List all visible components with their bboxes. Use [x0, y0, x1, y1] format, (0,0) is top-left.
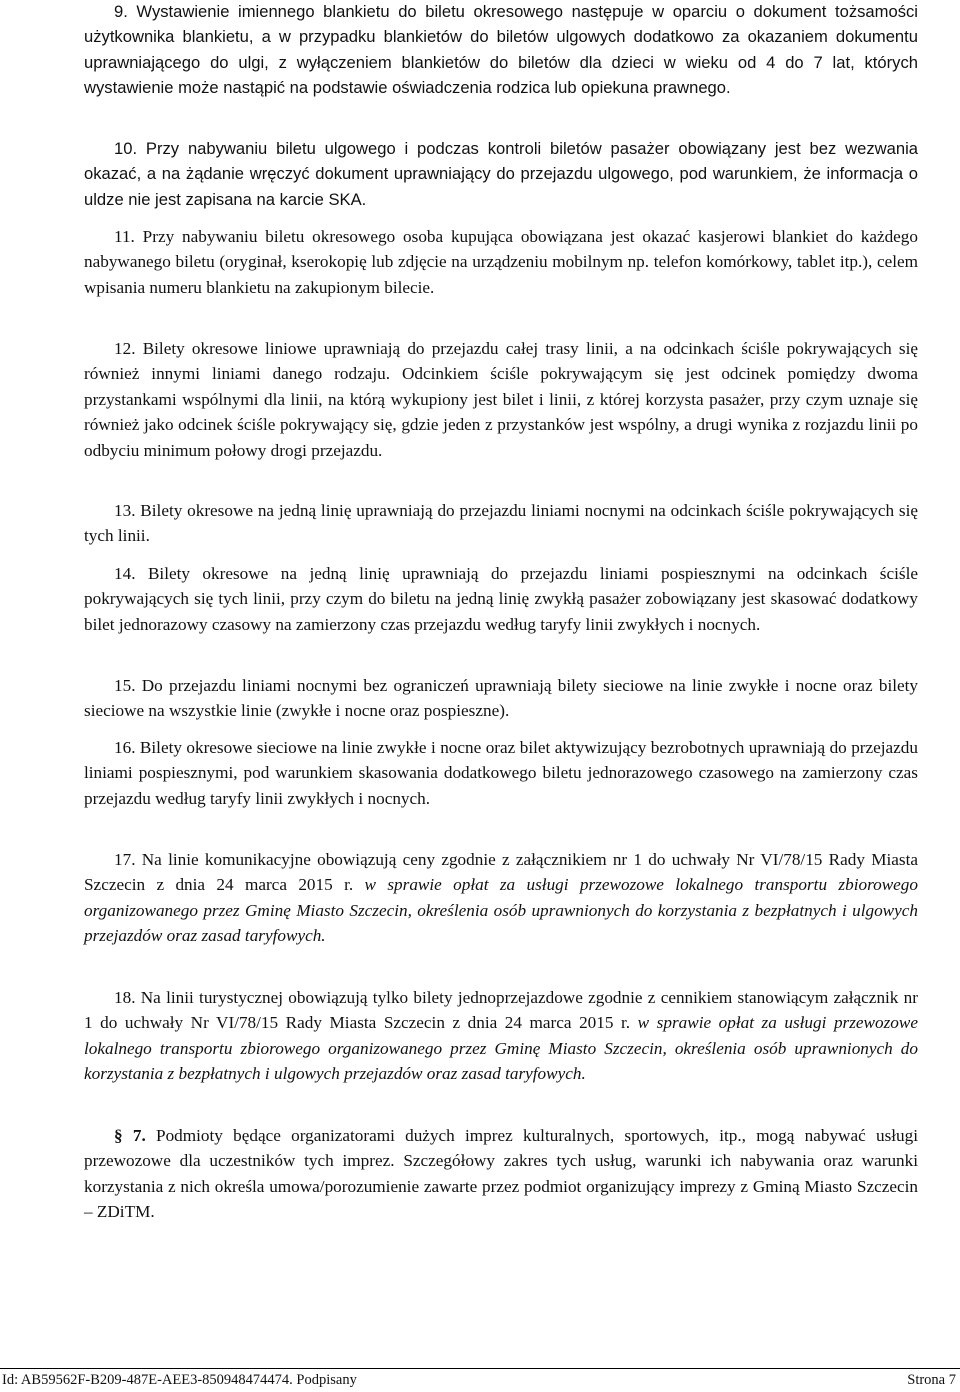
- paragraph-text: Na linie komunikacyjne obowiązują ceny zgodnie z załącznikiem nr 1 do uchwały Nr VI/78/15 Rady Miasta Szczecin z dnia 24 marca 2015 r.: [84, 850, 918, 895]
- page-number: Strona 7: [907, 1372, 956, 1388]
- document-id: Id: AB59562F-B209-487E-AEE3-850948474474. Podpisany: [2, 1372, 357, 1388]
- paragraph-text: Bilety okresowe na jedną linię uprawniają do przejazdu liniami nocnymi na odcinkach ściśle pokrywających się tych linii.: [84, 501, 918, 546]
- paragraph-number: 13.: [114, 501, 136, 520]
- paragraph-17: [84, 847, 918, 949]
- paragraph-number: 14.: [114, 564, 136, 583]
- paragraph-number: 18.: [114, 988, 136, 1007]
- paragraph-12: [84, 336, 918, 463]
- paragraph-text: Bilety okresowe na jedną linię uprawniają do przejazdu liniami pospiesznymi na odcinkach ściśle pokrywających się tych linii, przy czym do biletu na jedną linię zwykłą pasażer zobowiązany jest skasować dodatkowy bilet jednorazowy czasowy na zamierzony czas przejazdu według taryfy linii zwykłych i nocnych.: [84, 564, 918, 634]
- paragraph-text: Bilety okresowe liniowe uprawniają do przejazdu całej trasy linii, a na odcinkach ściśle pokrywających się również innymi liniami danego rodzaju. Odcinkiem ściśle pokrywającym się jest odcinek pomiędzy dwoma przystankami wspólnymi dla linii, na którą wykupiony jest bilet i linii, z której korzysta pasażer, przy czym uznaje się również jako odcinek ściśle pokrywający się, gdzie jeden z przystanków jest wspólny, a drugi wynika z rozjazdu linii po odbyciu minimum połowy drogi przejazdu.: [84, 339, 918, 460]
- paragraph-text: Bilety okresowe sieciowe na linie zwykłe i nocne oraz bilet aktywizujący bezrobotnych uprawniają do przejazdu liniami pospiesznymi, pod warunkiem skasowania dodatkowego biletu jednorazowego czasowego na zamierzony czas przejazdu według taryfy linii zwykłych i nocnych.: [84, 738, 918, 808]
- paragraph-9: [84, 0, 918, 101]
- paragraph-text: Przy nabywaniu biletu okresowego osoba kupująca obowiązana jest okazać kasjerowi blankiet do każdego nabywanego biletu (oryginał, kserokopię lub zdjęcie na urządzeniu mobilnym np. telefon komórkowy, tablet itp.), celem wpisania numeru blankietu na zakupionym bilecie.: [84, 227, 918, 297]
- paragraph-number: 10.: [114, 139, 138, 158]
- paragraph-11: [84, 224, 918, 300]
- paragraph-number: 12.: [114, 339, 136, 358]
- paragraph-18: [84, 985, 918, 1087]
- paragraph-10: [84, 136, 918, 212]
- paragraph-number: 16.: [114, 738, 136, 757]
- paragraph-16: [84, 735, 918, 811]
- paragraph-15: [84, 673, 918, 724]
- paragraph-text: Na linii turystycznej obowiązują tylko bilety jednoprzejazdowe zgodnie z cennikiem stanowiącym załącznik nr 1 do uchwały Nr VI/78/15 Rady Miasta Szczecin z dnia 24 marca 2015 r.: [84, 988, 918, 1033]
- section-number: § 7.: [114, 1126, 146, 1145]
- resolution-title-italic: w sprawie opłat za usługi przewozowe lokalnego transportu zbiorowego organizowanego przez Gminę Miasto Szczecin, określenia osób uprawnionych do korzystania z bezpłatnych i ulgowych przejazdów oraz zasad taryfowych.: [84, 875, 918, 946]
- paragraph-number: 11.: [114, 227, 135, 246]
- paragraph-text: Wystawienie imiennego blankietu do biletu okresowego następuje w oparciu o dokument tożsamości użytkownika blankietu, a w przypadku blankietów do biletów ulgowych dodatkowo za okazaniem dokumentu uprawniającego do ulgi, z wyłączeniem blankietów do biletów dla dzieci w wieku od 4 do 7 lat, których wystawienie może nastąpić na podstawie oświadczenia rodzica lub opiekuna prawnego.: [84, 2, 918, 98]
- section-7: [84, 1123, 918, 1225]
- paragraph-14: [84, 561, 918, 637]
- paragraph-13: [84, 498, 918, 549]
- page-footer: [0, 1368, 960, 1392]
- paragraph-number: 15.: [114, 676, 136, 695]
- paragraph-text: Do przejazdu liniami nocnymi bez ograniczeń uprawniają bilety sieciowe na linie zwykłe i nocne oraz bilety sieciowe na wszystkie linie (zwykłe i nocne oraz pospieszne).: [84, 676, 918, 721]
- resolution-title-italic: w sprawie opłat za usługi przewozowe lokalnego transportu zbiorowego organizowanego przez Gminę Miasto Szczecin, określenia osób uprawnionych do korzystania z bezpłatnych i ulgowych przejazdów oraz zasad taryfowych.: [84, 1013, 918, 1084]
- paragraph-text: Przy nabywaniu biletu ulgowego i podczas kontroli biletów pasażer obowiązany jest bez wezwania okazać, a na żądanie wręczyć dokument uprawniający do przejazdu ulgowego, pod warunkiem, że informacja o uldze nie jest zapisana na karcie SKA.: [84, 139, 918, 209]
- paragraph-number: 9.: [114, 2, 128, 21]
- section-text: Podmioty będące organizatorami dużych imprez kulturalnych, sportowych, itp., mogą nabywać usługi przewozowe dla uczestników tych imprez. Szczegółowy zakres tych usług, warunki ich nabywania oraz warunki korzystania z nich określa umowa/porozumienie zawarte przez podmiot organizujący imprezy z Gminą Miasto Szczecin – ZDiTM.: [84, 1126, 919, 1222]
- paragraph-number: 17.: [114, 850, 136, 869]
